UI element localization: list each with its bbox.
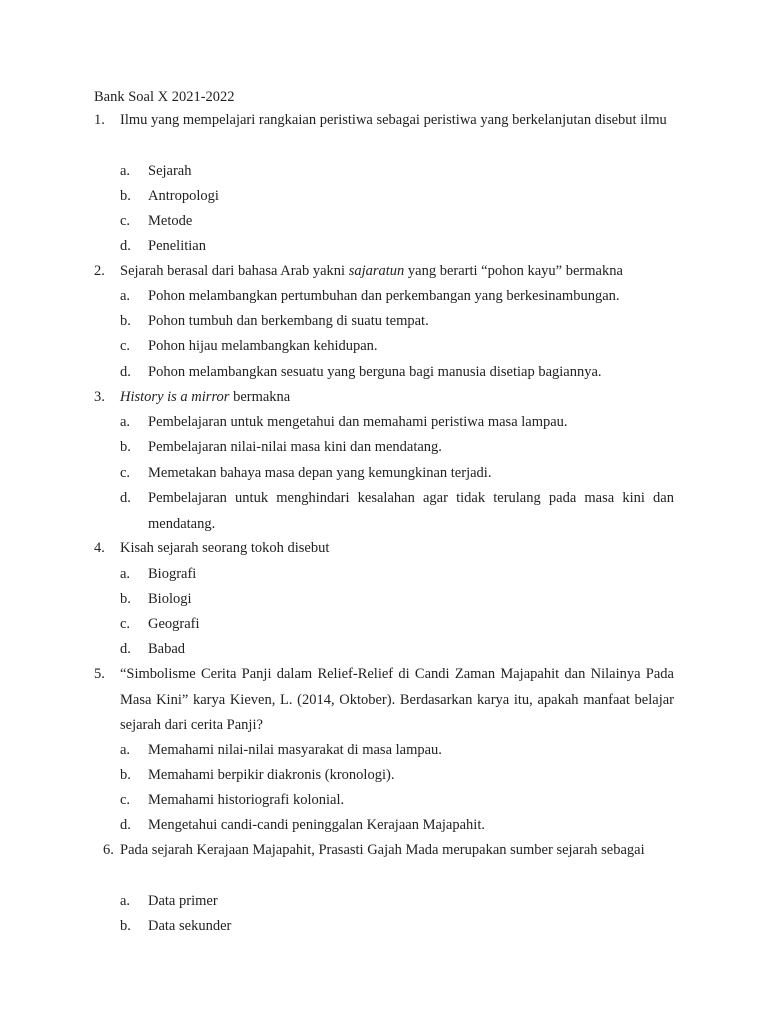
question-3-option-a <box>0 410 768 436</box>
option-letter: c. <box>120 792 131 808</box>
option-text: Pembelajaran untuk menghindari kesalahan agar tidak terulang pada masa kini dan mendatang. <box>148 490 674 532</box>
question-3-option-c <box>0 461 768 487</box>
option-letter: d. <box>120 641 131 657</box>
question-text <box>120 385 674 411</box>
option-letter: b. <box>120 591 131 607</box>
option-letter: d. <box>120 817 131 833</box>
option-text: Data primer <box>148 893 218 909</box>
question-3-option-d <box>0 486 768 537</box>
question-text-part: bermakna <box>229 389 291 405</box>
question-5-option-a <box>0 738 768 764</box>
question-1-option-a <box>0 159 768 185</box>
question-6-option-a <box>0 889 768 915</box>
question-number: 5. <box>94 666 105 682</box>
option-text: Memahami nilai-nilai masyarakat di masa lampau. <box>148 742 442 758</box>
option-letter: d. <box>120 364 131 380</box>
question-text-part: yang berarti “pohon kayu” bermakna <box>404 263 623 279</box>
question-text <box>120 259 674 285</box>
option-text: Pohon tumbuh dan berkembang di suatu tempat. <box>148 313 429 329</box>
question-text: Kisah sejarah seorang tokoh disebut <box>120 540 330 556</box>
option-text: Geografi <box>148 616 200 632</box>
question-4-option-d <box>0 637 768 663</box>
option-text: Metode <box>148 213 193 229</box>
question-number: 3. <box>94 389 105 405</box>
question-6-option-b <box>0 914 768 940</box>
question-4-option-a <box>0 562 768 588</box>
option-letter: b. <box>120 767 131 783</box>
question-2-option-d <box>0 360 768 386</box>
question-3-option-b <box>0 435 768 461</box>
question-1-option-b <box>0 184 768 210</box>
question-2-option-a <box>0 284 768 310</box>
option-letter: c. <box>120 338 131 354</box>
question-text: Ilmu yang mempelajari rangkaian peristiwa sebagai peristiwa yang berkelanjutan disebut ilmu <box>120 112 667 128</box>
option-text: Biologi <box>148 591 192 607</box>
option-letter: a. <box>120 566 131 582</box>
document-title: Bank Soal X 2021-2022 <box>94 89 235 105</box>
option-letter: c. <box>120 213 131 229</box>
option-text: Data sekunder <box>148 918 232 934</box>
question-4-option-c <box>0 612 768 638</box>
question-text-italic: History is a mirror <box>120 389 230 405</box>
question-text: Pada sejarah Kerajaan Majapahit, Prasasti Gajah Mada merupakan sumber sejarah sebagai <box>120 842 645 858</box>
question-number: 1. <box>94 112 105 128</box>
option-text: Memetakan bahaya masa depan yang kemungkinan terjadi. <box>148 465 492 481</box>
option-text: Memahami berpikir diakronis (kronologi). <box>148 767 395 783</box>
option-letter: d. <box>120 238 131 254</box>
question-text-part: Sejarah berasal dari bahasa Arab yakni <box>120 263 349 279</box>
question-5-option-b <box>0 763 768 789</box>
question-text: “Simbolisme Cerita Panji dalam Relief-Relief di Candi Zaman Majapahit dan Nilainya Pada Masa Kini” karya Kieven, L. (2014, Oktober). Berdasarkan karya itu, apakah manfaat belajar sejarah dari cerita Panji? <box>120 666 674 733</box>
option-text: Pohon hijau melambangkan kehidupan. <box>148 338 378 354</box>
question-text-italic: sajaratun <box>348 263 405 279</box>
option-letter: b. <box>120 188 131 204</box>
option-letter: b. <box>120 918 131 934</box>
question-number: 4. <box>94 540 105 556</box>
option-text: Pembelajaran untuk mengetahui dan memahami peristiwa masa lampau. <box>148 414 568 430</box>
option-letter: b. <box>120 439 131 455</box>
option-text: Babad <box>148 641 186 657</box>
option-text: Sejarah <box>148 163 192 179</box>
option-letter: a. <box>120 742 131 758</box>
question-2-option-c <box>0 334 768 360</box>
question-1-option-c <box>0 209 768 235</box>
option-letter: c. <box>120 465 131 481</box>
question-5-option-d <box>0 813 768 839</box>
option-text: Pohon melambangkan sesuatu yang berguna bagi manusia disetiap bagiannya. <box>148 364 602 380</box>
option-text: Mengetahui candi-candi peninggalan Kerajaan Majapahit. <box>148 817 485 833</box>
question-1-option-d <box>0 234 768 260</box>
question-number: 6. <box>103 842 114 858</box>
option-letter: a. <box>120 414 131 430</box>
question-number: 2. <box>94 263 105 279</box>
question-4-option-b <box>0 587 768 613</box>
option-text: Pembelajaran nilai-nilai masa kini dan mendatang. <box>148 439 442 455</box>
option-letter: a. <box>120 163 131 179</box>
option-text: Pohon melambangkan pertumbuhan dan perkembangan yang berkesinambungan. <box>148 288 620 304</box>
question-2-option-b <box>0 309 768 335</box>
option-letter: a. <box>120 288 131 304</box>
option-text: Antropologi <box>148 188 219 204</box>
option-letter: c. <box>120 616 131 632</box>
option-text: Biografi <box>148 566 197 582</box>
option-letter: b. <box>120 313 131 329</box>
option-letter: a. <box>120 893 131 909</box>
option-text: Memahami historiografi kolonial. <box>148 792 345 808</box>
option-text: Penelitian <box>148 238 206 254</box>
option-letter: d. <box>120 490 131 506</box>
question-5-option-c <box>0 788 768 814</box>
